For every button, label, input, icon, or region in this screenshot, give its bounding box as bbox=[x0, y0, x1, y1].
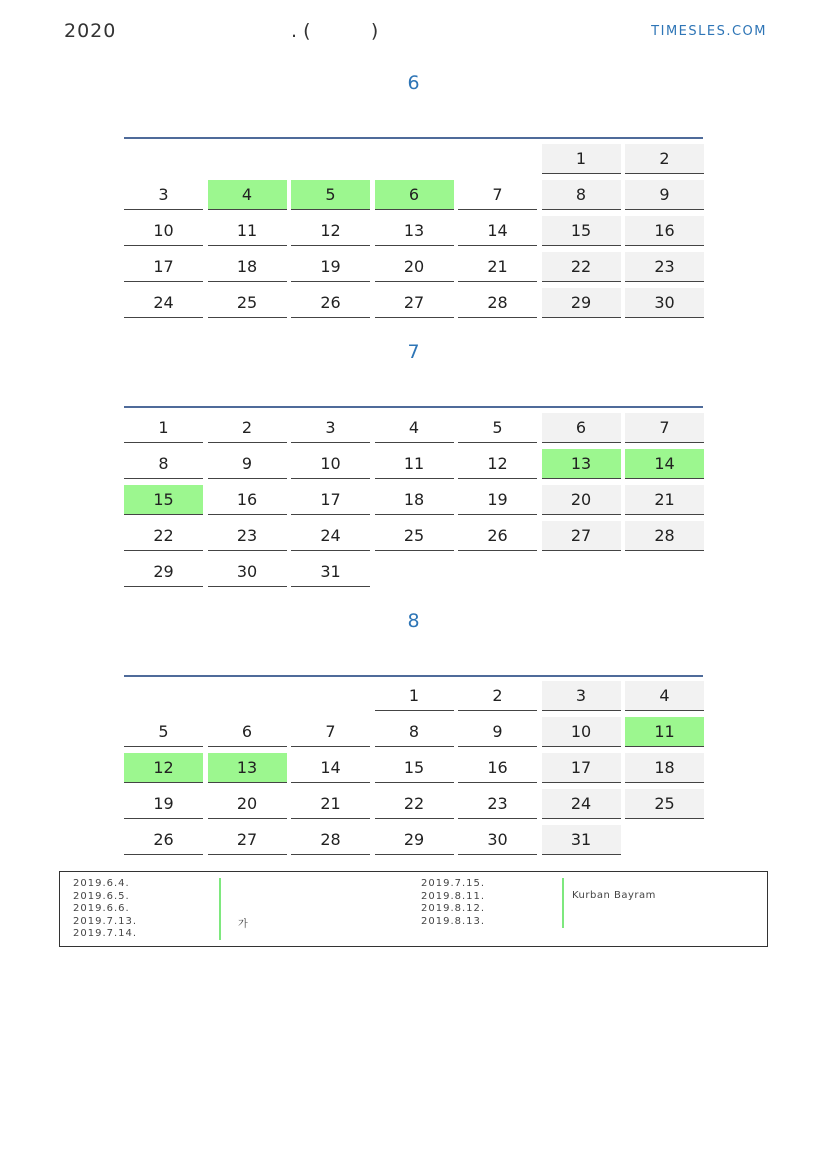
legend-date: 2019.6.5. bbox=[73, 890, 130, 902]
calendar-day: 18 bbox=[208, 252, 287, 282]
legend-date: 2019.6.4. bbox=[73, 878, 130, 889]
calendar-day: 7 bbox=[625, 413, 704, 443]
legend-right-note: Kurban Bayram bbox=[572, 890, 656, 901]
calendar-day: 9 bbox=[208, 449, 287, 479]
calendar-day: 11 bbox=[625, 717, 704, 747]
calendar-day: 17 bbox=[291, 485, 370, 515]
calendar-day: 13 bbox=[208, 753, 287, 783]
calendar-day: 1 bbox=[542, 144, 621, 174]
calendar-day: 28 bbox=[291, 825, 370, 855]
calendar-day: 30 bbox=[208, 557, 287, 587]
calendar-day: 17 bbox=[542, 753, 621, 783]
calendar-day: 19 bbox=[458, 485, 537, 515]
calendar-day: 12 bbox=[124, 753, 203, 783]
calendar-day: 24 bbox=[291, 521, 370, 551]
calendar-day: 15 bbox=[124, 485, 203, 515]
legend-left-bar bbox=[219, 878, 221, 940]
month-rule-july bbox=[124, 406, 703, 408]
legend-date: 2019.7.13. bbox=[73, 915, 138, 927]
calendar-day: 12 bbox=[291, 216, 370, 246]
calendar-day: 26 bbox=[124, 825, 203, 855]
calendar-day: 31 bbox=[542, 825, 621, 855]
calendar-day: 20 bbox=[375, 252, 454, 282]
calendar-day: 23 bbox=[625, 252, 704, 282]
calendar-day: 1 bbox=[124, 413, 203, 443]
calendar-day: 2 bbox=[625, 144, 704, 174]
calendar-day: 5 bbox=[458, 413, 537, 443]
calendar-day: 27 bbox=[208, 825, 287, 855]
legend-date: 2019.8.11. bbox=[421, 890, 486, 902]
calendar-day: 1 bbox=[375, 681, 454, 711]
calendar-day: 12 bbox=[458, 449, 537, 479]
calendar-day: 2 bbox=[458, 681, 537, 711]
calendar-day: 18 bbox=[375, 485, 454, 515]
calendar-day: 28 bbox=[458, 288, 537, 318]
calendar-day: 14 bbox=[458, 216, 537, 246]
calendar-day: 19 bbox=[124, 789, 203, 819]
calendar-day: 8 bbox=[375, 717, 454, 747]
month-title-august: 8 bbox=[407, 610, 420, 632]
calendar-day: 3 bbox=[291, 413, 370, 443]
calendar-day: 23 bbox=[208, 521, 287, 551]
calendar-day: 10 bbox=[291, 449, 370, 479]
calendar-day: 25 bbox=[208, 288, 287, 318]
header-year: 2020 bbox=[64, 20, 117, 42]
holiday-legend bbox=[59, 871, 768, 947]
calendar-day: 11 bbox=[375, 449, 454, 479]
calendar-day: 30 bbox=[458, 825, 537, 855]
calendar-day: 4 bbox=[375, 413, 454, 443]
calendar-day: 16 bbox=[625, 216, 704, 246]
month-title-june: 6 bbox=[407, 72, 420, 94]
calendar-day: 6 bbox=[542, 413, 621, 443]
calendar-day: 24 bbox=[542, 789, 621, 819]
site-link[interactable]: TIMESLES.COM bbox=[651, 24, 767, 39]
calendar-day: 2 bbox=[208, 413, 287, 443]
month-rule-august bbox=[124, 675, 703, 677]
calendar-day: 10 bbox=[124, 216, 203, 246]
calendar-day: 18 bbox=[625, 753, 704, 783]
calendar-day: 4 bbox=[625, 681, 704, 711]
calendar-day: 7 bbox=[458, 180, 537, 210]
calendar-day: 24 bbox=[124, 288, 203, 318]
calendar-day: 22 bbox=[124, 521, 203, 551]
calendar-day: 11 bbox=[208, 216, 287, 246]
calendar-day: 4 bbox=[208, 180, 287, 210]
calendar-day: 20 bbox=[542, 485, 621, 515]
calendar-day: 29 bbox=[542, 288, 621, 318]
calendar-day: 25 bbox=[625, 789, 704, 819]
calendar-day: 21 bbox=[291, 789, 370, 819]
header-title: . ( ) bbox=[291, 20, 379, 42]
calendar-day: 29 bbox=[375, 825, 454, 855]
calendar-day: 5 bbox=[291, 180, 370, 210]
calendar-day: 21 bbox=[625, 485, 704, 515]
calendar-day: 8 bbox=[124, 449, 203, 479]
calendar-day: 16 bbox=[208, 485, 287, 515]
calendar-day: 6 bbox=[375, 180, 454, 210]
legend-right-bar bbox=[562, 878, 564, 928]
calendar-day: 10 bbox=[542, 717, 621, 747]
calendar-day: 16 bbox=[458, 753, 537, 783]
calendar-day: 3 bbox=[542, 681, 621, 711]
calendar-day: 13 bbox=[542, 449, 621, 479]
calendar-day: 9 bbox=[458, 717, 537, 747]
legend-date: 2019.7.14. bbox=[73, 928, 138, 939]
legend-date: 2019.7.15. bbox=[421, 878, 486, 889]
calendar-day: 25 bbox=[375, 521, 454, 551]
calendar-day: 26 bbox=[458, 521, 537, 551]
calendar-day: 19 bbox=[291, 252, 370, 282]
calendar-day: 26 bbox=[291, 288, 370, 318]
calendar-day: 9 bbox=[625, 180, 704, 210]
calendar-day: 6 bbox=[208, 717, 287, 747]
calendar-day: 17 bbox=[124, 252, 203, 282]
legend-date: 2019.8.12. bbox=[421, 903, 486, 914]
calendar-day: 15 bbox=[542, 216, 621, 246]
calendar-day: 8 bbox=[542, 180, 621, 210]
calendar-day: 15 bbox=[375, 753, 454, 783]
calendar-day: 22 bbox=[375, 789, 454, 819]
calendar-day: 5 bbox=[124, 717, 203, 747]
calendar-day: 7 bbox=[291, 717, 370, 747]
calendar-day: 21 bbox=[458, 252, 537, 282]
legend-right-dates bbox=[421, 878, 485, 928]
calendar-day: 27 bbox=[375, 288, 454, 318]
calendar-day: 30 bbox=[625, 288, 704, 318]
calendar-day: 28 bbox=[625, 521, 704, 551]
calendar-day: 31 bbox=[291, 557, 370, 587]
calendar-day: 29 bbox=[124, 557, 203, 587]
legend-date: 2019.6.6. bbox=[73, 903, 130, 914]
legend-left-dates bbox=[73, 878, 137, 941]
calendar-day: 3 bbox=[124, 180, 203, 210]
calendar-day: 22 bbox=[542, 252, 621, 282]
month-title-july: 7 bbox=[407, 341, 420, 363]
calendar-day: 14 bbox=[291, 753, 370, 783]
calendar-day: 20 bbox=[208, 789, 287, 819]
legend-date: 2019.8.13. bbox=[421, 915, 486, 927]
month-rule-june bbox=[124, 137, 703, 139]
legend-left-note: 가 bbox=[238, 919, 249, 930]
calendar-day: 13 bbox=[375, 216, 454, 246]
calendar-day: 23 bbox=[458, 789, 537, 819]
calendar-day: 14 bbox=[625, 449, 704, 479]
calendar-day: 27 bbox=[542, 521, 621, 551]
